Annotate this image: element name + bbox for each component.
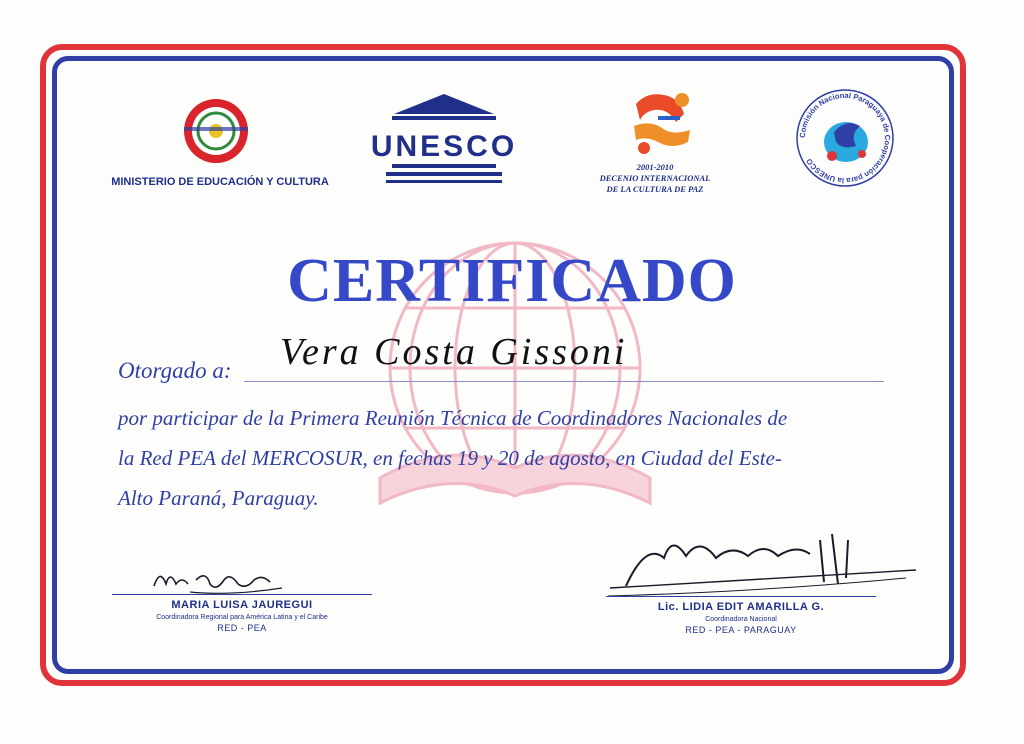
body-line-3: Alto Paraná, Paraguay. <box>118 486 319 510</box>
certificate-title: CERTIFICADO <box>287 247 737 315</box>
awarded-label: Otorgado a: <box>118 358 232 383</box>
ministry-seal-icon <box>178 96 254 166</box>
certificate-body <box>118 398 908 518</box>
recipient-underline <box>244 381 884 382</box>
recipient-name: Vera Costa Gissoni <box>280 331 628 373</box>
signer-name-1: MARIA LUISA JAUREGUI <box>171 599 313 611</box>
signature-block-1 <box>112 594 372 633</box>
signer-role-1: Coordinadora Regional para América Latina y el Caribe <box>156 614 328 621</box>
decenio-label <box>565 162 745 195</box>
unesco-logo <box>370 92 518 184</box>
body-line-1: por participar de la Primera Reunión Técnica de Coordinadores Nacionales de <box>118 406 788 430</box>
comision-seal-icon <box>790 82 900 194</box>
signature-scribble-1 <box>150 562 290 598</box>
signer-role-2: Coordinadora Nacional <box>705 616 777 623</box>
decenio-line-2: DE LA CULTURA DE PAZ <box>606 184 704 194</box>
decenio-logo-icon <box>628 86 698 158</box>
decenio-years: 2001-2010 <box>636 162 674 172</box>
decenio-line-1: DECENIO INTERNACIONAL <box>599 173 711 183</box>
signature-line-1 <box>112 594 372 595</box>
signer-org-1: RED - PEA <box>217 623 267 633</box>
signature-line-2 <box>606 596 876 597</box>
signer-name-2: Lic. LIDIA EDIT AMARILLA G. <box>657 601 825 613</box>
signer-org-2: RED - PEA - PARAGUAY <box>685 625 797 635</box>
signature-block-2 <box>606 596 876 635</box>
signature-scribble-2 <box>606 522 926 602</box>
ministry-label: MINISTERIO DE EDUCACIÓN Y CULTURA <box>111 176 329 188</box>
comision-ring-text: Comisión Nacional Paraguaya de Cooperación para la UNESCO <box>797 90 893 186</box>
unesco-text: UNESCO <box>370 130 518 163</box>
body-line-2: la Red PEA del MERCOSUR, en fechas 19 y 20 de agosto, en Ciudad del Este- <box>118 446 782 470</box>
